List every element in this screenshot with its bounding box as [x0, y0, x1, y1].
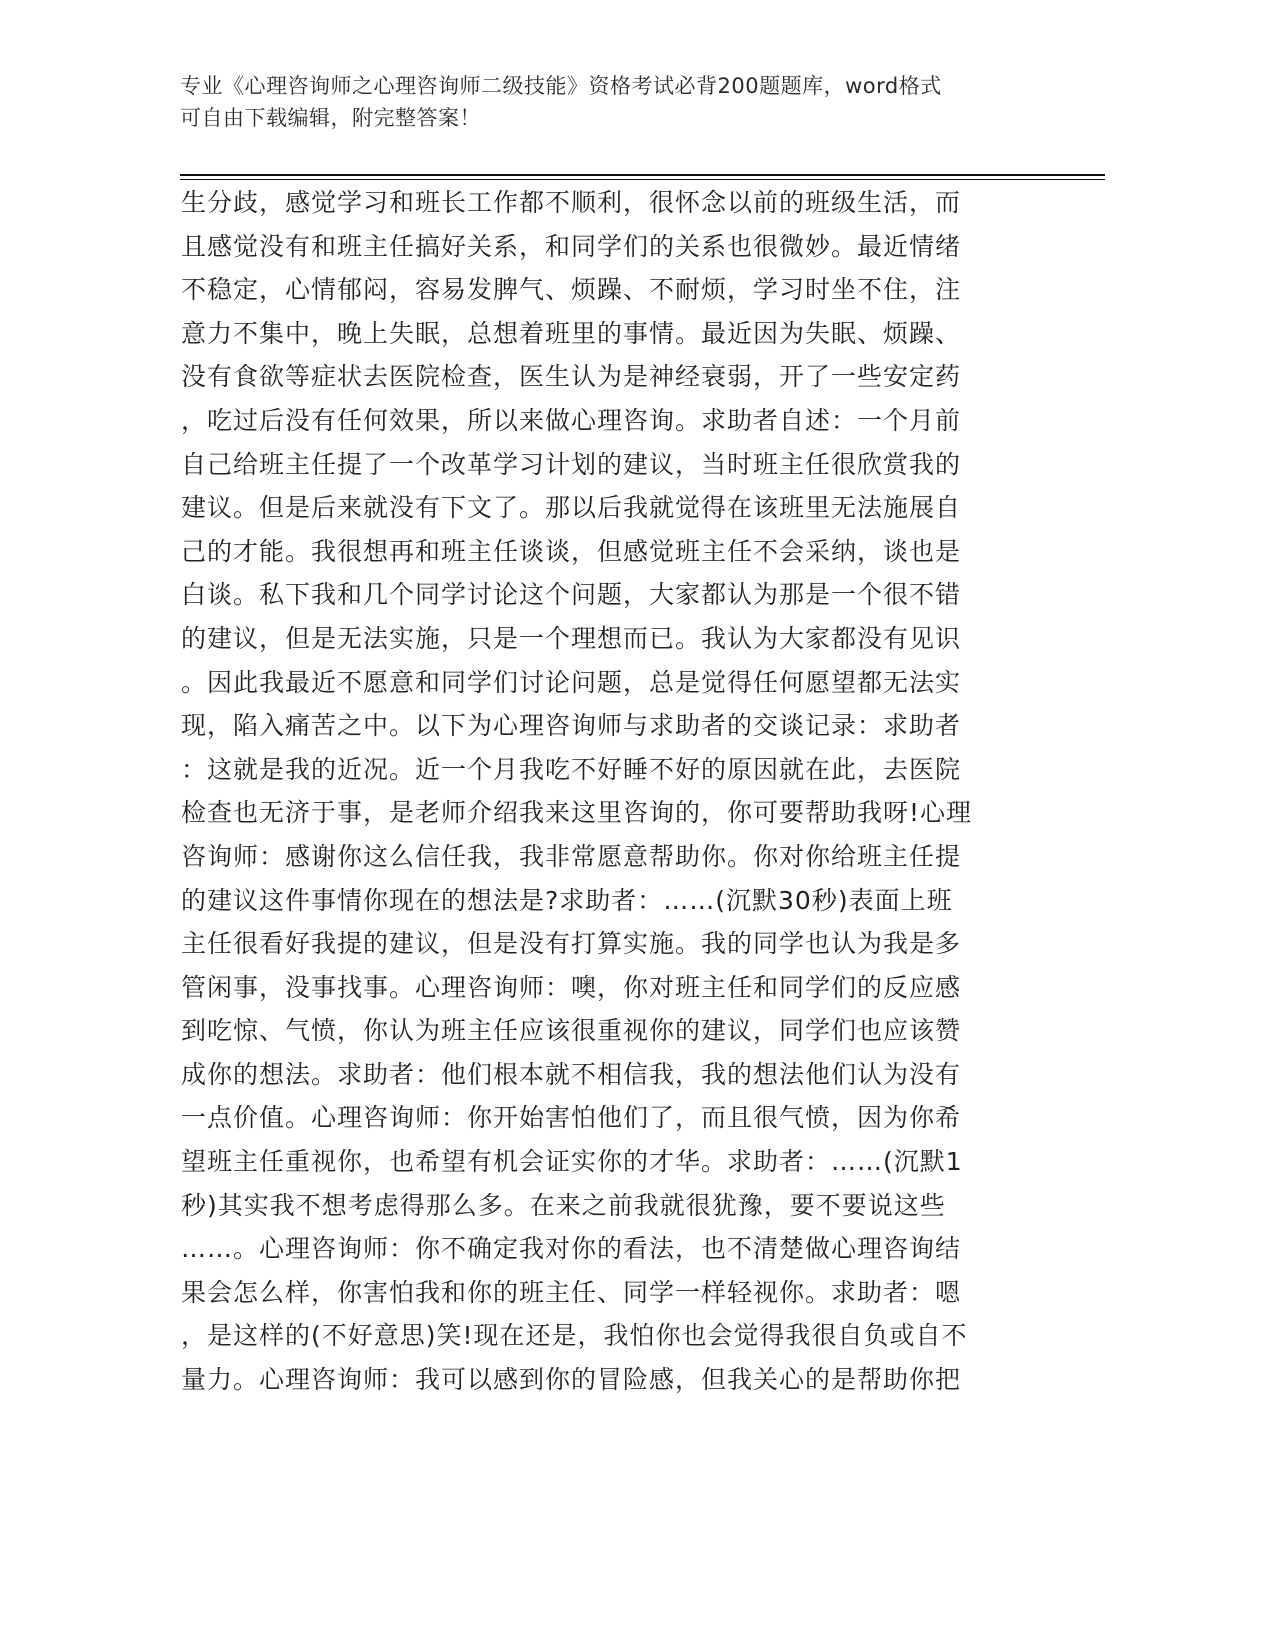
body-line: 管闲事，没事找事。心理咨询师：噢，你对班主任和同学们的反应感 — [181, 972, 962, 1002]
body-line: 的建议这件事情你现在的想法是?求助者：……(沉默30秒)表面上班 — [181, 885, 953, 915]
body-line: ……。心理咨询师：你不确定我对你的看法，也不清楚做心理咨询结 — [181, 1234, 962, 1264]
body-line: 的建议，但是无法实施，只是一个理想而已。我认为大家都没有见识 — [181, 623, 962, 653]
header-divider-thin — [180, 179, 1105, 180]
body-line: 生分歧，感觉学习和班长工作都不顺利，很怀念以前的班级生活，而 — [181, 188, 962, 217]
body-line: 自己给班主任提了一个改革学习计划的建议，当时班主任很欣赏我的 — [181, 449, 962, 479]
document-body — [181, 186, 1051, 1407]
body-line: 没有食欲等症状去医院检查，医生认为是神经衰弱，开了一些安定药 — [181, 362, 962, 392]
body-line: 秒)其实我不想考虑得那么多。在来之前我就很犹豫，要不要说这些 — [181, 1190, 946, 1220]
header-divider-thick — [180, 174, 1105, 176]
body-line: 果会怎么样，你害怕我和你的班主任、同学一样轻视你。求助者：嗯 — [181, 1277, 962, 1307]
header-line-1: 专业《心理咨询师之心理咨询师二级技能》资格考试必背200题题库，word格式 — [180, 74, 942, 98]
body-line: 到吃惊、气愤，你认为班主任应该很重视你的建议，同学们也应该赞 — [181, 1016, 962, 1046]
body-line: ，是这样的(不好意思)笑!现在还是，我怕你也会觉得我很自负或自不 — [181, 1321, 968, 1351]
body-line: ，吃过后没有任何效果，所以来做心理咨询。求助者自述：一个月前 — [181, 405, 962, 435]
body-line: 意力不集中，晚上失眠，总想着班里的事情。最近因为失眠、烦躁、 — [181, 318, 962, 348]
body-line: 建议。但是后来就没有下文了。那以后我就觉得在该班里无法施展自 — [181, 493, 962, 523]
body-line: 。因此我最近不愿意和同学们讨论问题，总是觉得任何愿望都无法实 — [181, 667, 962, 697]
page-header — [180, 70, 1060, 134]
body-line: 白谈。私下我和几个同学讨论这个问题，大家都认为那是一个很不错 — [181, 580, 962, 610]
header-line-2: 可自由下载编辑，附完整答案！ — [180, 106, 481, 130]
body-line: 量力。心理咨询师：我可以感到你的冒险感，但我关心的是帮助你把 — [181, 1365, 962, 1395]
body-line: 且感觉没有和班主任搞好关系，和同学们的关系也很微妙。最近情绪 — [181, 231, 962, 261]
body-line: 望班主任重视你，也希望有机会证实你的才华。求助者：……(沉默1 — [181, 1147, 963, 1177]
body-line: 现，陷入痛苦之中。以下为心理咨询师与求助者的交谈记录：求助者 — [181, 711, 962, 741]
body-line: ：这就是我的近况。近一个月我吃不好睡不好的原因就在此，去医院 — [181, 754, 962, 784]
body-line: 一点价值。心理咨询师：你开始害怕他们了，而且很气愤，因为你希 — [181, 1103, 962, 1133]
body-line: 成你的想法。求助者：他们根本就不相信我，我的想法他们认为没有 — [181, 1059, 962, 1089]
body-line: 己的才能。我很想再和班主任谈谈，但感觉班主任不会采纳，谈也是 — [181, 536, 962, 566]
body-line: 主任很看好我提的建议，但是没有打算实施。我的同学也认为我是多 — [181, 929, 962, 959]
body-line: 不稳定，心情郁闷，容易发脾气、烦躁、不耐烦，学习时坐不住，注 — [181, 275, 962, 305]
body-line: 检查也无济于事，是老师介绍我来这里咨询的，你可要帮助我呀!心理 — [181, 798, 973, 828]
body-line: 咨询师：感谢你这么信任我，我非常愿意帮助你。你对你给班主任提 — [181, 841, 962, 871]
